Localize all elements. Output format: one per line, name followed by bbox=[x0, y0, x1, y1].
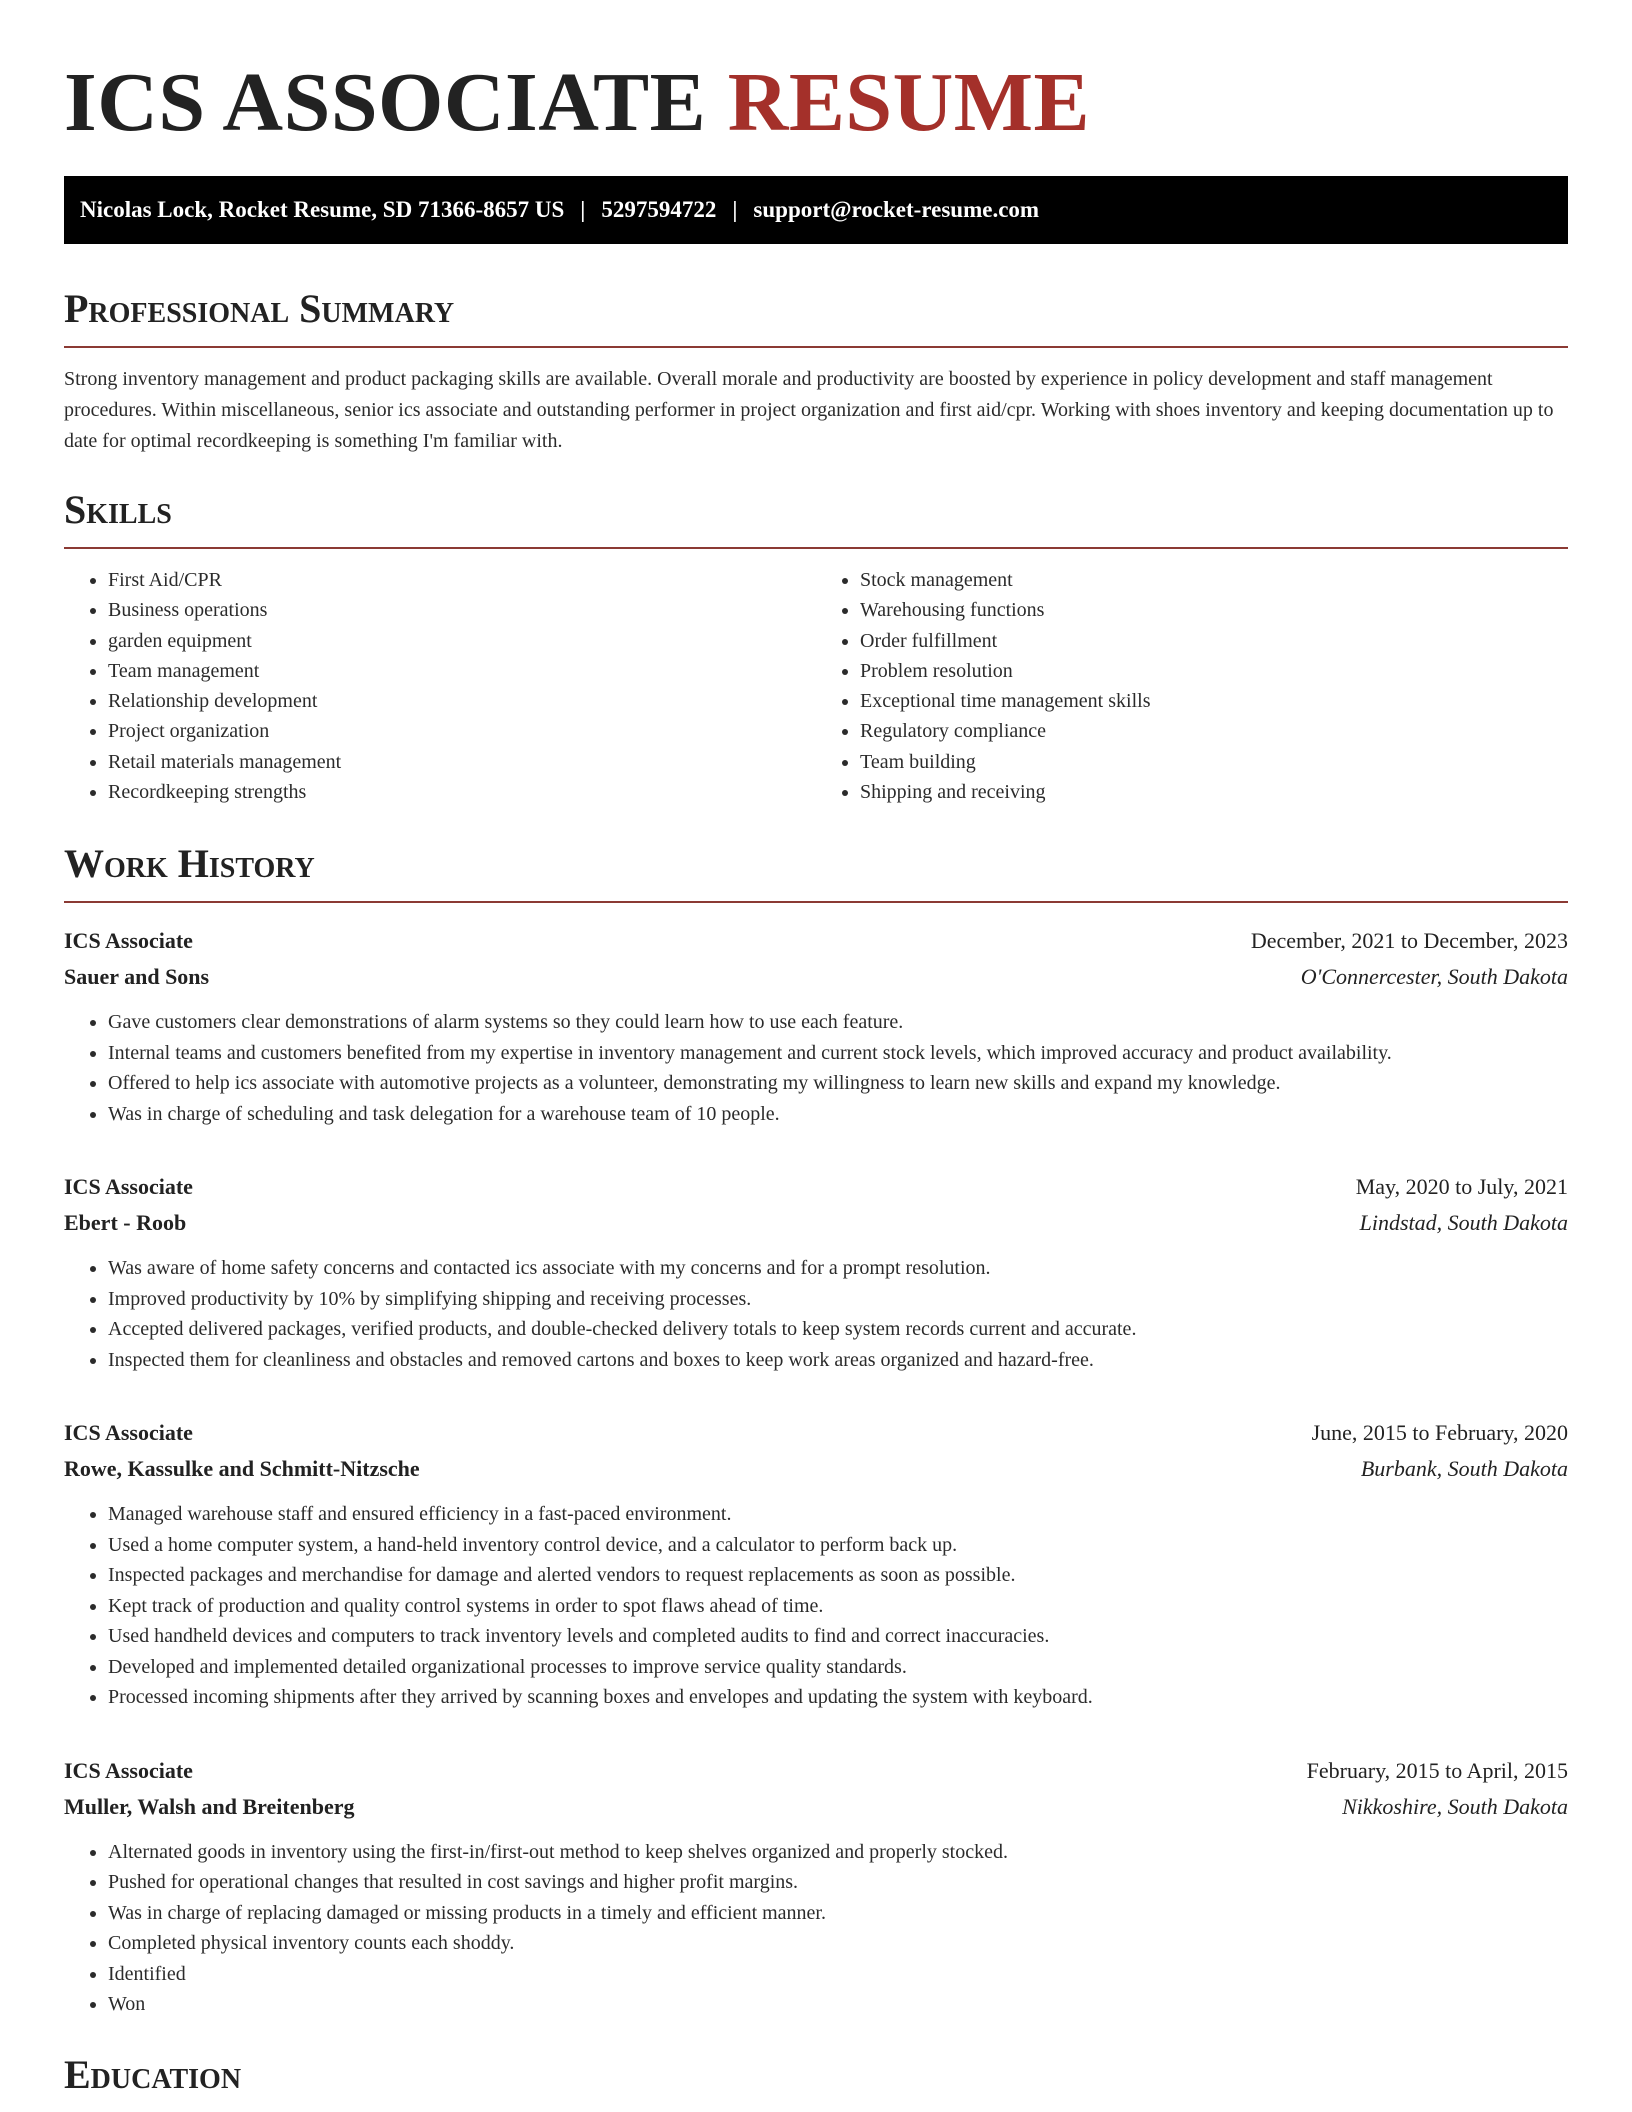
skills-list bbox=[64, 565, 1568, 807]
job-dates: June, 2015 to February, 2020 bbox=[1311, 1420, 1568, 1446]
job-bullet: • Completed physical inventory counts each shoddy. bbox=[108, 1928, 1568, 1959]
skill-item: • Relationship development bbox=[108, 686, 816, 716]
job-location: Nikkoshire, South Dakota bbox=[1342, 1793, 1568, 1819]
skill-item: • First Aid/CPR bbox=[108, 565, 816, 595]
skill-item: • Team management bbox=[108, 656, 816, 686]
contact-email: support@rocket-resume.com bbox=[753, 197, 1040, 222]
job-bullet: • Was in charge of scheduling and task delegation for a warehouse team of 10 people. bbox=[108, 1099, 1568, 1130]
job-location: O'Connercester, South Dakota bbox=[1300, 964, 1568, 990]
job-location: Burbank, South Dakota bbox=[1360, 1456, 1568, 1482]
job-bullets bbox=[64, 1007, 1568, 1129]
job-company-row bbox=[64, 1451, 1568, 1487]
skill-item: • Team building bbox=[860, 747, 1568, 777]
job-bullet: • Used a home computer system, a hand-held inventory control device, and a calculator to perform back up. bbox=[108, 1530, 1568, 1561]
skills-column-right bbox=[816, 565, 1568, 807]
job-title: ICS Associate bbox=[64, 1174, 193, 1200]
job-bullet: • Accepted delivered packages, verified products, and double-checked delivery totals to keep system records current and accurate. bbox=[108, 1314, 1568, 1345]
job-company-row bbox=[64, 1789, 1568, 1825]
job-bullet: • Processed incoming shipments after they arrived by scanning boxes and envelopes and updating the system with keyboard. bbox=[108, 1682, 1568, 1713]
job-bullet: • Won bbox=[108, 1989, 1568, 2020]
job-bullet: • Kept track of production and quality control systems in order to spot flaws ahead of time. bbox=[108, 1591, 1568, 1622]
job-bullet: • Managed warehouse staff and ensured efficiency in a fast-paced environment. bbox=[108, 1499, 1568, 1530]
job-bullets bbox=[64, 1837, 1568, 2020]
job-bullet: • Developed and implemented detailed organizational processes to improve service quality standards. bbox=[108, 1652, 1568, 1683]
resume-title bbox=[64, 0, 1568, 148]
skill-item: • Business operations bbox=[108, 595, 816, 625]
job-bullets bbox=[64, 1253, 1568, 1375]
job-bullet: • Used handheld devices and computers to track inventory levels and completed audits to find and correct inaccuracies. bbox=[108, 1621, 1568, 1652]
job-header-row bbox=[64, 923, 1568, 959]
job-bullet: • Was aware of home safety concerns and contacted ics associate with my concerns and for a prompt resolution. bbox=[108, 1253, 1568, 1284]
job-bullet: • Gave customers clear demonstrations of alarm systems so they could learn how to use each feature. bbox=[108, 1007, 1568, 1038]
job-dates: February, 2015 to April, 2015 bbox=[1306, 1757, 1568, 1783]
job-title: ICS Associate bbox=[64, 1757, 193, 1783]
contact-separator: | bbox=[580, 197, 586, 222]
job-company: Ebert - Roob bbox=[64, 1210, 187, 1236]
job-title: ICS Associate bbox=[64, 1420, 193, 1446]
skills-heading: Skills bbox=[64, 487, 1568, 549]
job-bullet: • Was in charge of replacing damaged or missing products in a timely and efficient manner. bbox=[108, 1898, 1568, 1929]
job-bullet: • Alternated goods in inventory using the first-in/first-out method to keep shelves organized and properly stocked. bbox=[108, 1837, 1568, 1868]
skill-item: • Exceptional time management skills bbox=[860, 686, 1568, 716]
summary-heading: Professional Summary bbox=[64, 286, 1568, 348]
job-header-row bbox=[64, 1169, 1568, 1205]
contact-separator: | bbox=[732, 197, 738, 222]
job-bullet: • Inspected them for cleanliness and obstacles and removed cartons and boxes to keep work areas organized and hazard-free. bbox=[108, 1345, 1568, 1376]
skills-column-left bbox=[64, 565, 816, 807]
skill-item: • Stock management bbox=[860, 565, 1568, 595]
job-bullet: • Identified bbox=[108, 1959, 1568, 1990]
job-bullets bbox=[64, 1499, 1568, 1713]
skill-item: • Warehousing functions bbox=[860, 595, 1568, 625]
job-bullet: • Pushed for operational changes that resulted in cost savings and higher profit margins. bbox=[108, 1867, 1568, 1898]
title-main: ICS ASSOCIATE bbox=[64, 56, 707, 149]
job-bullet: • Improved productivity by 10% by simplifying shipping and receiving processes. bbox=[108, 1284, 1568, 1315]
job-entry bbox=[64, 1415, 1568, 1713]
skill-item: • Problem resolution bbox=[860, 656, 1568, 686]
skill-item: • Retail materials management bbox=[108, 747, 816, 777]
job-company: Sauer and Sons bbox=[64, 964, 210, 990]
job-bullet: • Inspected packages and merchandise for damage and alerted vendors to request replacements as soon as possible. bbox=[108, 1560, 1568, 1591]
job-company-row bbox=[64, 1205, 1568, 1241]
skill-item: • Shipping and receiving bbox=[860, 777, 1568, 807]
skill-item: • Project organization bbox=[108, 716, 816, 746]
summary-text: Strong inventory management and product packaging skills are available. Overall morale and productivity are boosted by experience in policy development and staff management procedures. Within miscellaneous, senior ics associate and outstanding performer in project organization and first aid/cpr. Working with shoes inventory and keeping documentation up to date for optimal recordkeeping is something I'm familiar with. bbox=[64, 368, 1554, 452]
job-title: ICS Associate bbox=[64, 928, 193, 954]
contact-bar bbox=[64, 176, 1568, 244]
job-entry bbox=[64, 923, 1568, 1129]
job-entry bbox=[64, 1169, 1568, 1375]
job-bullet: • Internal teams and customers benefited from my expertise in inventory management and current stock levels, which improved accuracy and product availability. bbox=[108, 1038, 1568, 1069]
skill-item: • garden equipment bbox=[108, 626, 816, 656]
job-company: Muller, Walsh and Breitenberg bbox=[64, 1793, 355, 1819]
title-accent: RESUME bbox=[727, 56, 1091, 149]
job-entry bbox=[64, 1753, 1568, 2020]
job-location: Lindstad, South Dakota bbox=[1359, 1210, 1568, 1236]
job-bullet: • Offered to help ics associate with automotive projects as a volunteer, demonstrating my willingness to learn new skills and expand my knowledge. bbox=[108, 1068, 1568, 1099]
skill-item: • Recordkeeping strengths bbox=[108, 777, 816, 807]
job-header-row bbox=[64, 1753, 1568, 1789]
contact-address: Nicolas Lock, Rocket Resume, SD 71366-8657 US bbox=[80, 197, 565, 222]
job-header-row bbox=[64, 1415, 1568, 1451]
job-dates: December, 2021 to December, 2023 bbox=[1250, 928, 1568, 954]
education-heading: Education bbox=[64, 2051, 242, 2097]
job-dates: May, 2020 to July, 2021 bbox=[1355, 1174, 1568, 1200]
job-company: Rowe, Kassulke and Schmitt-Nitzsche bbox=[64, 1456, 420, 1482]
skill-item: • Order fulfillment bbox=[860, 626, 1568, 656]
skill-item: • Regulatory compliance bbox=[860, 716, 1568, 746]
contact-phone: 5297594722 bbox=[601, 197, 717, 222]
job-company-row bbox=[64, 959, 1568, 995]
work-history-heading: Work History bbox=[64, 841, 1568, 903]
